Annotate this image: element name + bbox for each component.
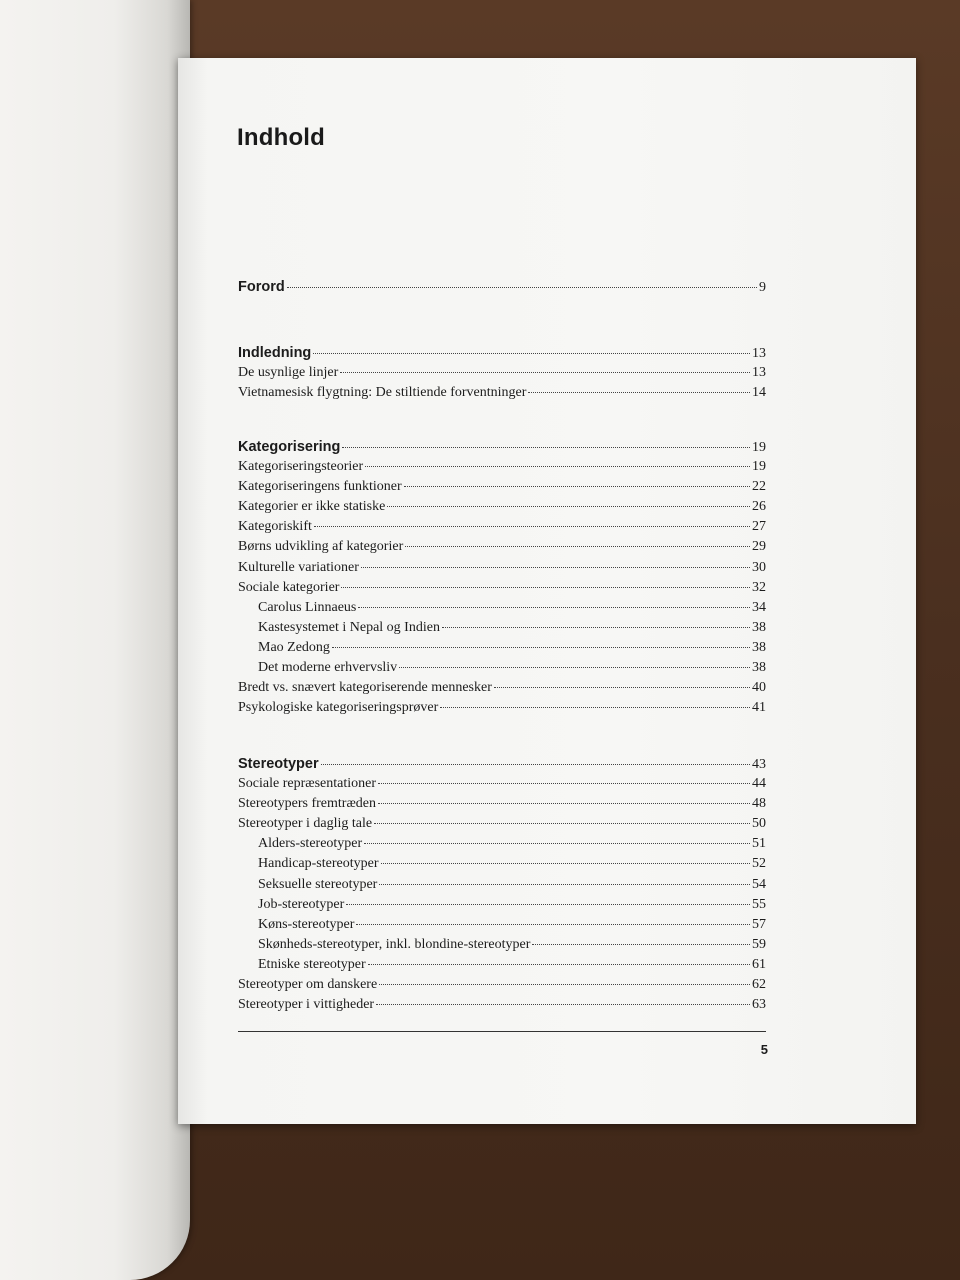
dot-leader — [332, 647, 750, 648]
page-number: 5 — [760, 1042, 768, 1057]
dot-leader — [387, 506, 750, 507]
dot-leader — [404, 486, 750, 487]
toc-entry: Vietnamesisk flygtning: De stiltiende forventninger 14 — [238, 385, 766, 401]
dot-leader — [365, 466, 750, 467]
toc-section-indledning — [238, 343, 766, 403]
dot-leader — [368, 964, 750, 965]
toc-entry: Sociale kategorier 32 — [238, 579, 766, 595]
toc-subentry: Alders-stereotyper 51 — [258, 836, 766, 852]
toc-section-stereotyper — [238, 754, 766, 1015]
dot-leader — [378, 803, 750, 804]
toc-entry: Stereotyper om danskere 62 — [238, 977, 766, 993]
dot-leader — [364, 843, 750, 844]
toc-entry: Kategoriskift 27 — [238, 519, 766, 535]
dot-leader — [356, 924, 750, 925]
toc-entry: Psykologiske kategoriseringsprøver 41 — [238, 700, 766, 716]
toc-subentry: Køns-stereotyper 57 — [258, 916, 766, 932]
toc-subentry: Carolus Linnaeus 34 — [258, 599, 766, 615]
dot-leader — [346, 904, 750, 905]
dot-leader — [340, 372, 750, 373]
toc-entry: Kategoriseringsteorier 19 — [238, 459, 766, 475]
toc-heading: Kategorisering 19 — [238, 439, 766, 455]
dot-leader — [405, 546, 750, 547]
toc-heading: Indledning 13 — [238, 345, 766, 361]
dot-leader — [379, 884, 750, 885]
footer-rule — [238, 1031, 766, 1032]
toc-subentry: Seksuelle stereotyper 54 — [258, 876, 766, 892]
dot-leader — [381, 863, 751, 864]
dot-leader — [358, 607, 750, 608]
toc-entry: De usynlige linjer 13 — [238, 365, 766, 381]
dot-leader — [374, 823, 750, 824]
toc-entry: Kategoriseringens funktioner 22 — [238, 479, 766, 495]
dot-leader — [287, 287, 757, 288]
toc-subentry: Etniske stereotyper 61 — [258, 956, 766, 972]
toc-entry: Kulturelle variationer 30 — [238, 559, 766, 575]
toc-entry: Bredt vs. snævert kategoriserende mennesker 40 — [238, 680, 766, 696]
book-page — [178, 58, 916, 1124]
dot-leader — [379, 984, 750, 985]
dot-leader — [321, 764, 750, 765]
toc-entry: Kategorier er ikke statiske 26 — [238, 499, 766, 515]
dot-leader — [378, 783, 750, 784]
dot-leader — [313, 353, 750, 354]
toc-entry: Stereotypers fremtræden 48 — [238, 796, 766, 812]
toc-subentry: Skønheds-stereotyper, inkl. blondine-stereotyper 59 — [258, 936, 766, 952]
dot-leader — [376, 1004, 750, 1005]
toc-subentry: Job-stereotyper 55 — [258, 896, 766, 912]
dot-leader — [442, 627, 750, 628]
toc-subentry: Handicap-stereotyper 52 — [258, 856, 766, 872]
toc-heading: Stereotyper 43 — [238, 756, 766, 772]
toc-section-kategorisering — [238, 437, 766, 718]
dot-leader — [399, 667, 750, 668]
page-title: Indhold — [237, 124, 326, 151]
dot-leader — [342, 447, 750, 448]
dot-leader — [494, 687, 750, 688]
toc-entry: Stereotyper i vittigheder 63 — [238, 997, 766, 1013]
dot-leader — [341, 587, 750, 588]
dot-leader — [440, 707, 750, 708]
toc-entry: Sociale repræsentationer 44 — [238, 776, 766, 792]
toc-section-forord — [238, 277, 766, 297]
facing-page — [0, 0, 190, 1280]
toc-subentry: Mao Zedong 38 — [258, 639, 766, 655]
toc-entry: Børns udvikling af kategorier 29 — [238, 539, 766, 555]
toc-subentry: Kastesystemet i Nepal og Indien 38 — [258, 619, 766, 635]
dot-leader — [532, 944, 750, 945]
toc-entry: Stereotyper i daglig tale 50 — [238, 816, 766, 832]
dot-leader — [528, 392, 750, 393]
toc-subentry: Det moderne erhvervsliv 38 — [258, 660, 766, 676]
toc-heading: Forord 9 — [238, 279, 766, 295]
dot-leader — [314, 526, 750, 527]
dot-leader — [361, 567, 750, 568]
